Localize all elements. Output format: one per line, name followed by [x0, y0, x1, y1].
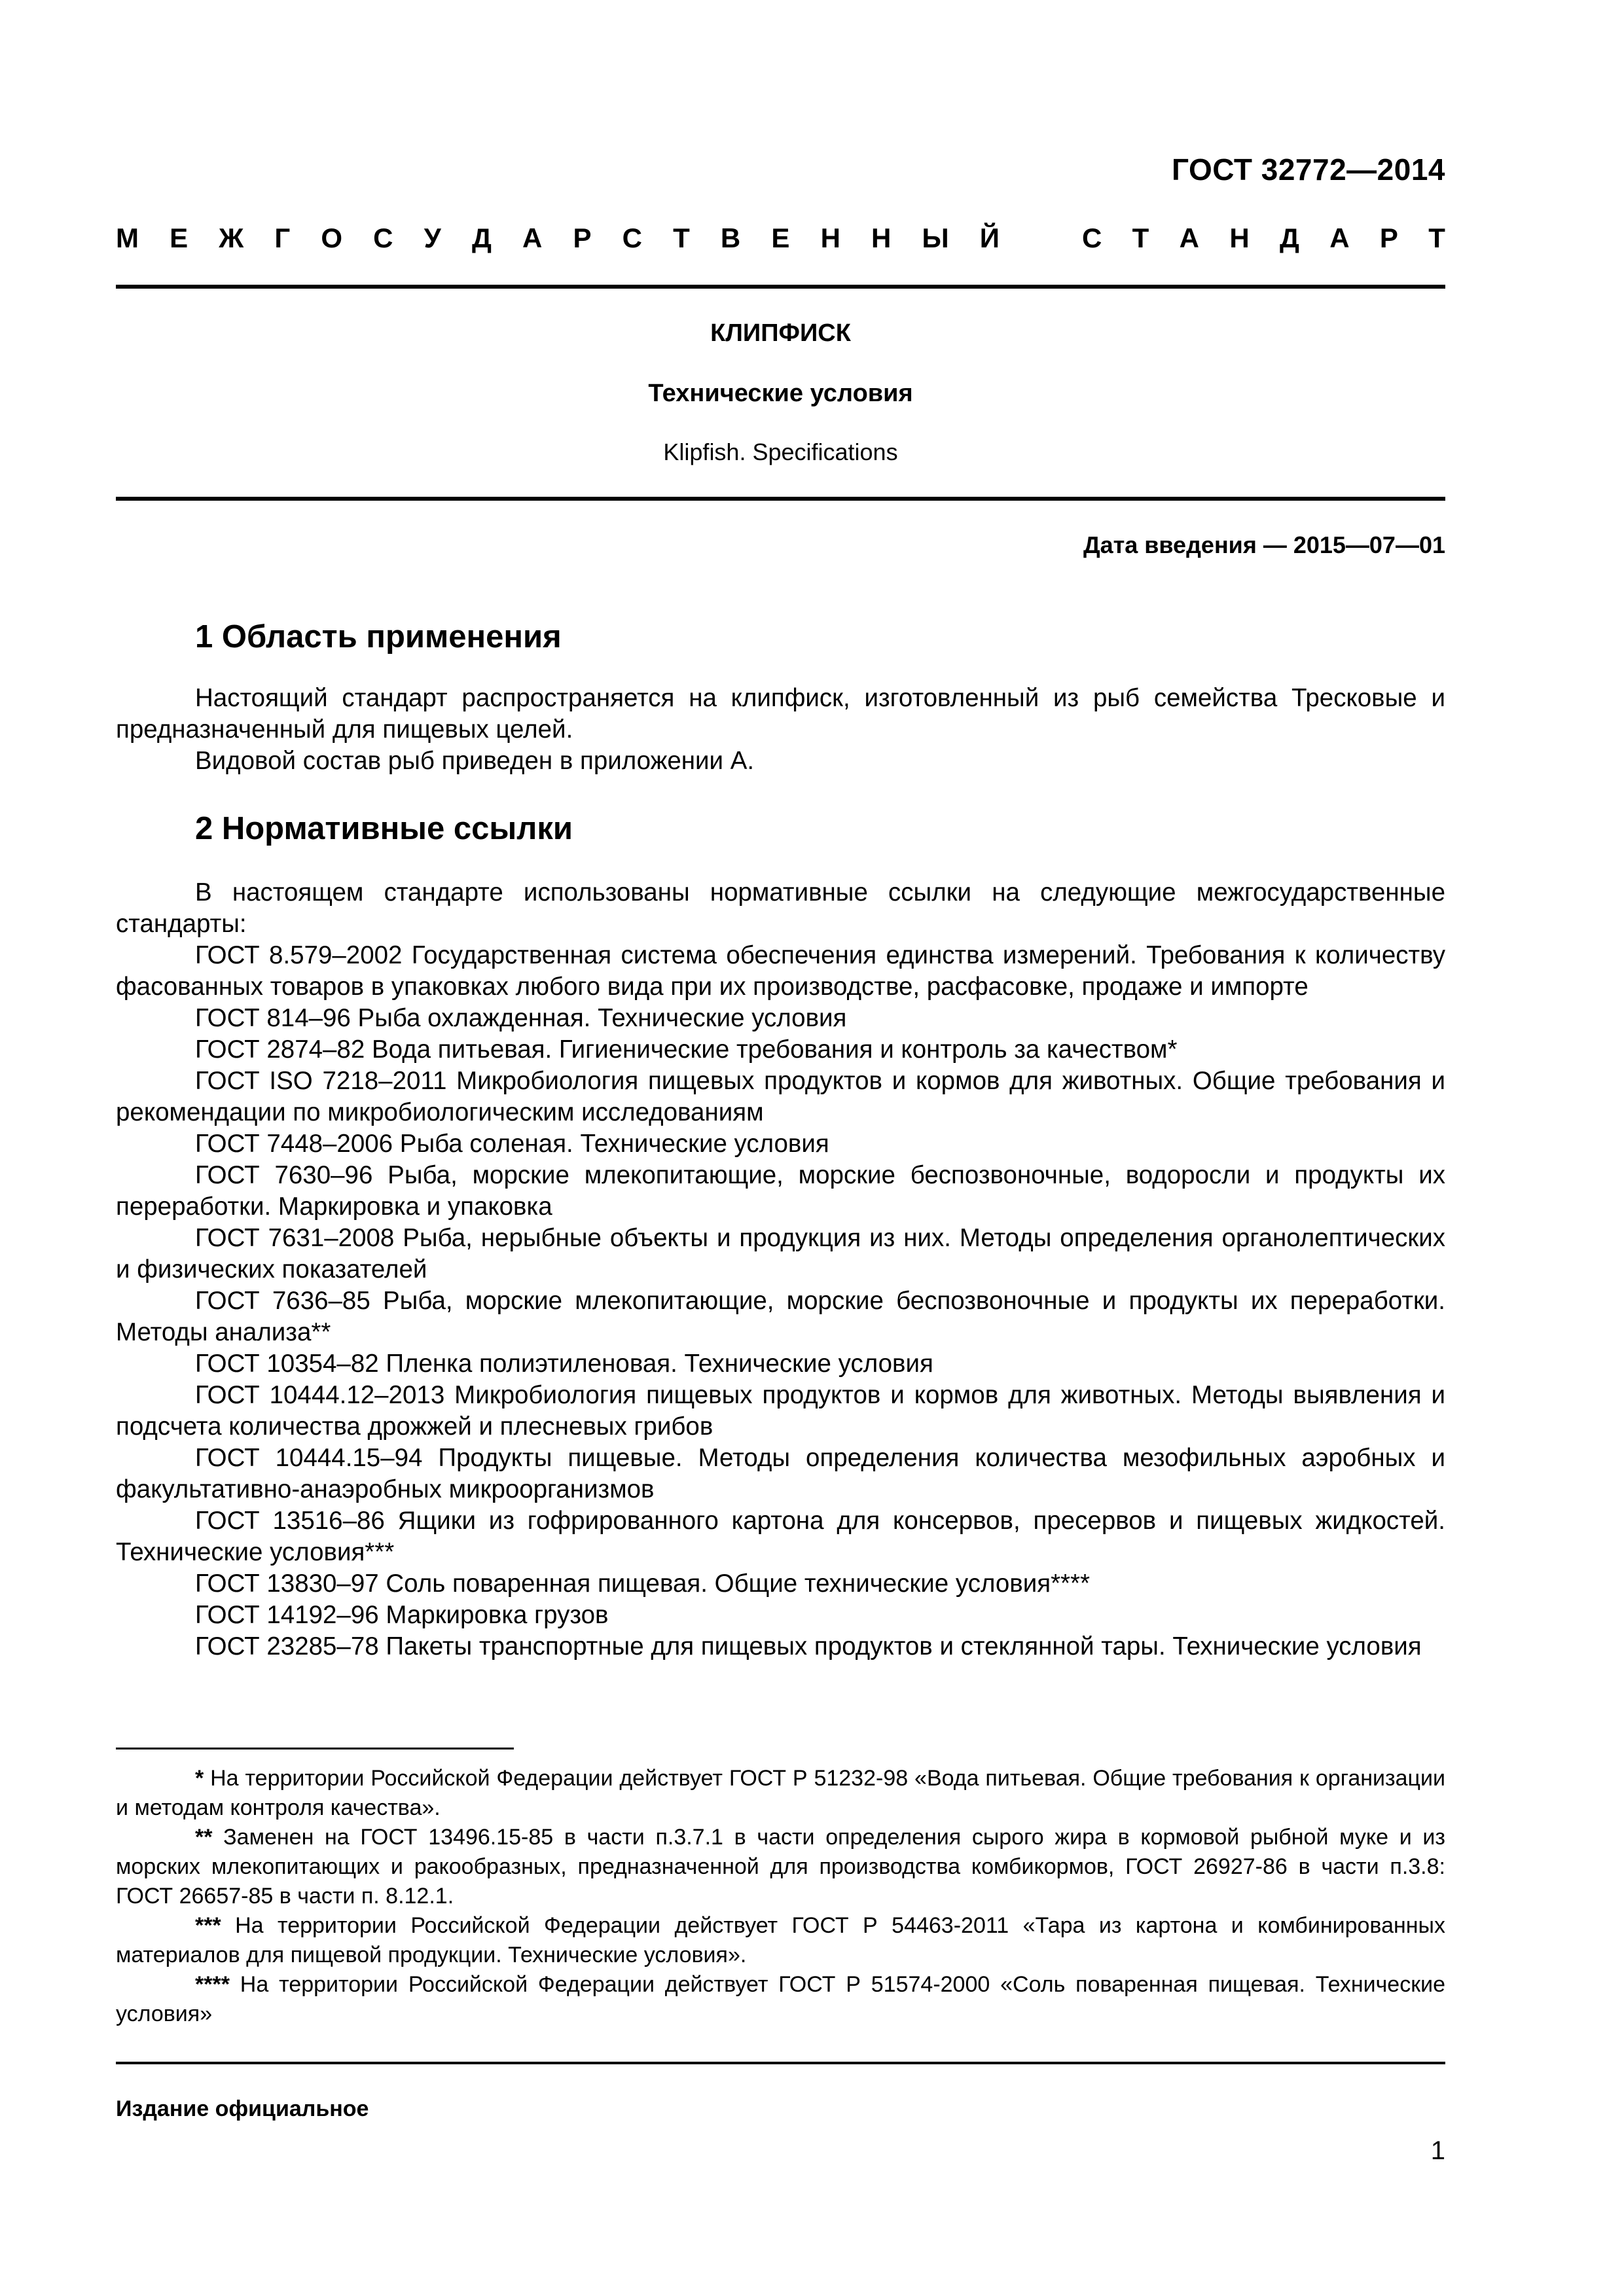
reference-item: ГОСТ ISO 7218–2011 Микробиология пищевых продуктов и кормов для животных. Общие требования и рекомендации по микробиологическим исследованиям [116, 1067, 1445, 1126]
document-number: ГОСТ 32772—2014 [1172, 152, 1445, 187]
heading-letter: А [1329, 223, 1350, 253]
heading-letter: Д [471, 223, 492, 253]
standard-type-heading [116, 223, 1445, 254]
heading-letter: Е [771, 223, 790, 253]
heading-letter: Ы [922, 223, 949, 253]
footnote-text: На территории Российской Федерации действует ГОСТ Р 54463-2011 «Тара из картона и комбинированных материалов для пищевой продукции. Технические условия». [116, 1913, 1445, 1967]
heading-letter: В [720, 223, 741, 253]
footnote [116, 1823, 1445, 1911]
heading-letter: М [116, 223, 139, 253]
document-subtitle: Технические условия [648, 380, 913, 407]
page-number: 1 [1430, 2136, 1445, 2165]
heading-letter: С [622, 223, 642, 253]
heading-letter: Р [1379, 223, 1398, 253]
heading-letter: Е [170, 223, 189, 253]
reference-item: ГОСТ 7636–85 Рыба, морские млекопитающие, морские беспозвоночные и продукты их переработки. Методы анализа** [116, 1287, 1445, 1346]
heading-letter: О [321, 223, 343, 253]
title-divider [116, 497, 1445, 501]
footnotes [116, 1764, 1445, 2029]
heading-letter: Н [1229, 223, 1250, 253]
heading-letter: Т [1428, 223, 1445, 253]
reference-item: ГОСТ 13830–97 Соль поваренная пищевая. Общие технические условия**** [195, 1570, 1090, 1598]
introduction-date: Дата введения — 2015—07—01 [1083, 531, 1445, 558]
standard-type-word-standard [1082, 223, 1445, 254]
heading-letter: С [373, 223, 393, 253]
footnote-mark: **** [195, 1972, 230, 1997]
standard-type-word-interstate [116, 223, 1000, 254]
reference-item: ГОСТ 814–96 Рыба охлажденная. Технические условия [195, 1004, 847, 1032]
reference-item: ГОСТ 2874–82 Вода питьевая. Гигиенические требования и контроль за качеством* [195, 1035, 1178, 1064]
footnote-mark: ** [195, 1825, 213, 1850]
reference-item: ГОСТ 10444.12–2013 Микробиология пищевых продуктов и кормов для животных. Методы выявления и подсчета количества дрожжей и плесневых грибов [116, 1381, 1445, 1441]
section-2-body [116, 877, 1445, 1662]
footnote-text: Заменен на ГОСТ 13496.15-85 в части п.3.7.1 в части определения сырого жира в кормовой рыбной муке и из морских млекопитающих и ракообразных, предназначенной для производства комбикормов, ГОСТ 26927-86 в части п.3.8: ГОСТ 26657-85 в части п. 8.12.1. [116, 1825, 1445, 1909]
heading-letter: Т [1132, 223, 1149, 253]
footnote-text: На территории Российской Федерации действует ГОСТ Р 51232-98 «Вода питьевая. Общие требования к организации и методам контроля качества». [116, 1766, 1445, 1820]
paragraph: Видовой состав рыб приведен в приложении А. [195, 747, 755, 775]
section-2-heading: 2 Нормативные ссылки [195, 811, 573, 846]
reference-item: ГОСТ 23285–78 Пакеты транспортные для пищевых продуктов и стеклянной тары. Технические условия [195, 1632, 1422, 1660]
reference-item: ГОСТ 14192–96 Маркировка грузов [195, 1601, 609, 1629]
heading-letter: Р [573, 223, 592, 253]
heading-letter: Д [1280, 223, 1299, 253]
section-1-heading: 1 Область применения [195, 619, 562, 655]
reference-item: ГОСТ 8.579–2002 Государственная система обеспечения единства измерений. Требования к количеству фасованных товаров в упаковках любого вида при их производстве, расфасовке, продаже и импорте [116, 941, 1445, 1001]
heading-letter: Ж [219, 223, 244, 253]
footnote [116, 1764, 1445, 1823]
reference-item: ГОСТ 10444.15–94 Продукты пищевые. Методы определения количества мезофильных аэробных и факультативно-анаэробных микроорганизмов [116, 1444, 1445, 1503]
edition-label: Издание официальное [116, 2096, 369, 2121]
footnote [116, 1970, 1445, 2029]
reference-item: ГОСТ 10354–82 Пленка полиэтиленовая. Технические условия [195, 1350, 933, 1378]
footnote [116, 1911, 1445, 1970]
header-divider [116, 285, 1445, 289]
footnote-text: На территории Российской Федерации действует ГОСТ Р 51574-2000 «Соль поваренная пищевая. Технические условия» [116, 1972, 1445, 2026]
paragraph: Настоящий стандарт распространяется на клипфиск, изготовленный из рыб семейства Тресковые и предназначенный для пищевых целей. [116, 684, 1445, 744]
heading-letter: Н [820, 223, 840, 253]
reference-item: ГОСТ 13516–86 Ящики из гофрированного картона для консервов, пресервов и пищевых жидкостей. Технические условия*** [116, 1507, 1445, 1566]
heading-letter: А [1179, 223, 1199, 253]
footnote-mark: *** [195, 1913, 221, 1938]
heading-letter: А [522, 223, 543, 253]
footer-divider [116, 2062, 1445, 2064]
heading-letter: Н [871, 223, 892, 253]
reference-item: ГОСТ 7630–96 Рыба, морские млекопитающие, морские беспозвоночные, водоросли и продукты их переработки. Маркировка и упаковка [116, 1161, 1445, 1221]
section-1-body [116, 683, 1445, 777]
reference-item: ГОСТ 7448–2006 Рыба соленая. Технические условия [195, 1130, 829, 1158]
heading-letter: С [1082, 223, 1102, 253]
footnote-separator [116, 1748, 514, 1749]
heading-letter: Г [274, 223, 291, 253]
footnote-mark: * [195, 1766, 204, 1791]
heading-letter: Й [979, 223, 1000, 253]
heading-letter: У [424, 223, 441, 253]
heading-letter: Т [673, 223, 690, 253]
reference-item: ГОСТ 7631–2008 Рыба, нерыбные объекты и продукция из них. Методы определения органолептических и физических показателей [116, 1224, 1445, 1283]
document-title-english: Klipfish. Specifications [663, 439, 898, 465]
document-title: КЛИПФИСК [710, 319, 851, 347]
paragraph: В настоящем стандарте использованы нормативные ссылки на следующие межгосударственные стандарты: [116, 878, 1445, 938]
